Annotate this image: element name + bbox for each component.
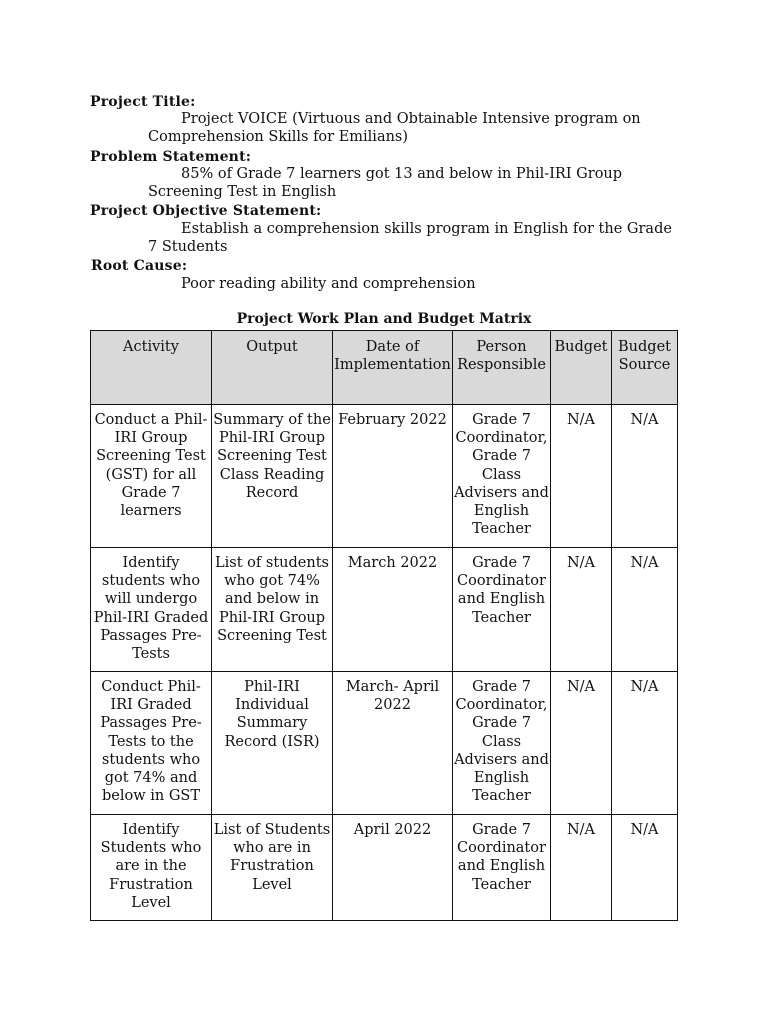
root-cause-line-1: Poor reading ability and comprehension <box>181 276 476 292</box>
cell-output: List of students who got 74% and below in Phil-IRI Group Screening Test <box>212 548 333 672</box>
header-budget: Budget <box>551 331 612 405</box>
cell-activity: Identify students who will undergo Phil-IRI Graded Passages Pre-Tests <box>91 548 212 672</box>
cell-date: March- April 2022 <box>333 672 453 815</box>
objective-statement-label: Project Objective Statement: <box>90 203 322 219</box>
cell-activity: Identify Students who are in the Frustration Level <box>91 815 212 921</box>
cell-budget: N/A <box>551 405 612 548</box>
header-source: Budget Source <box>612 331 678 405</box>
cell-activity: Conduct a Phil-IRI Group Screening Test (GST) for all Grade 7 learners <box>91 405 212 548</box>
problem-statement-label: Problem Statement: <box>90 149 252 165</box>
cell-source: N/A <box>612 548 678 672</box>
header-person: Person Responsible <box>453 331 551 405</box>
header-output: Output <box>212 331 333 405</box>
cell-output: Phil-IRI Individual Summary Record (ISR) <box>212 672 333 815</box>
cell-source: N/A <box>612 405 678 548</box>
cell-activity: Conduct Phil-IRI Graded Passages Pre-Tests to the students who got 74% and below in GST <box>91 672 212 815</box>
cell-source: N/A <box>612 672 678 815</box>
table-row <box>91 815 678 921</box>
cell-person: Grade 7 Coordinator, Grade 7 Class Advisers and English Teacher <box>453 405 551 548</box>
cell-output: Summary of the Phil-IRI Group Screening Test Class Reading Record <box>212 405 333 548</box>
project-title-label: Project Title: <box>90 94 196 110</box>
project-title-line-1: Project VOICE (Virtuous and Obtainable Intensive program on <box>181 111 641 127</box>
cell-budget: N/A <box>551 672 612 815</box>
cell-date: March 2022 <box>333 548 453 672</box>
project-title-line-2: Comprehension Skills for Emilians) <box>148 129 409 145</box>
matrix-title: Project Work Plan and Budget Matrix <box>236 311 532 327</box>
cell-source: N/A <box>612 815 678 921</box>
cell-date: February 2022 <box>333 405 453 548</box>
cell-person: Grade 7 Coordinator, Grade 7 Class Advisers and English Teacher <box>453 672 551 815</box>
work-plan-budget-table <box>90 330 678 921</box>
root-cause-label: Root Cause: <box>91 258 188 274</box>
problem-statement-line-2: Screening Test in English <box>148 184 337 200</box>
objective-statement-line-2: 7 Students <box>148 239 228 255</box>
cell-person: Grade 7 Coordinator and English Teacher <box>453 815 551 921</box>
table-header-row <box>91 331 678 405</box>
problem-statement-line-1: 85% of Grade 7 learners got 13 and below in Phil-IRI Group <box>181 166 623 182</box>
cell-output: List of Students who are in Frustration Level <box>212 815 333 921</box>
table-row <box>91 405 678 548</box>
objective-statement-line-1: Establish a comprehension skills program in English for the Grade <box>181 221 672 237</box>
cell-date: April 2022 <box>333 815 453 921</box>
cell-budget: N/A <box>551 548 612 672</box>
header-date: Date of Implementation <box>333 331 453 405</box>
table-row <box>91 548 678 672</box>
header-activity: Activity <box>91 331 212 405</box>
cell-person: Grade 7 Coordinator and English Teacher <box>453 548 551 672</box>
table-row <box>91 672 678 815</box>
cell-budget: N/A <box>551 815 612 921</box>
